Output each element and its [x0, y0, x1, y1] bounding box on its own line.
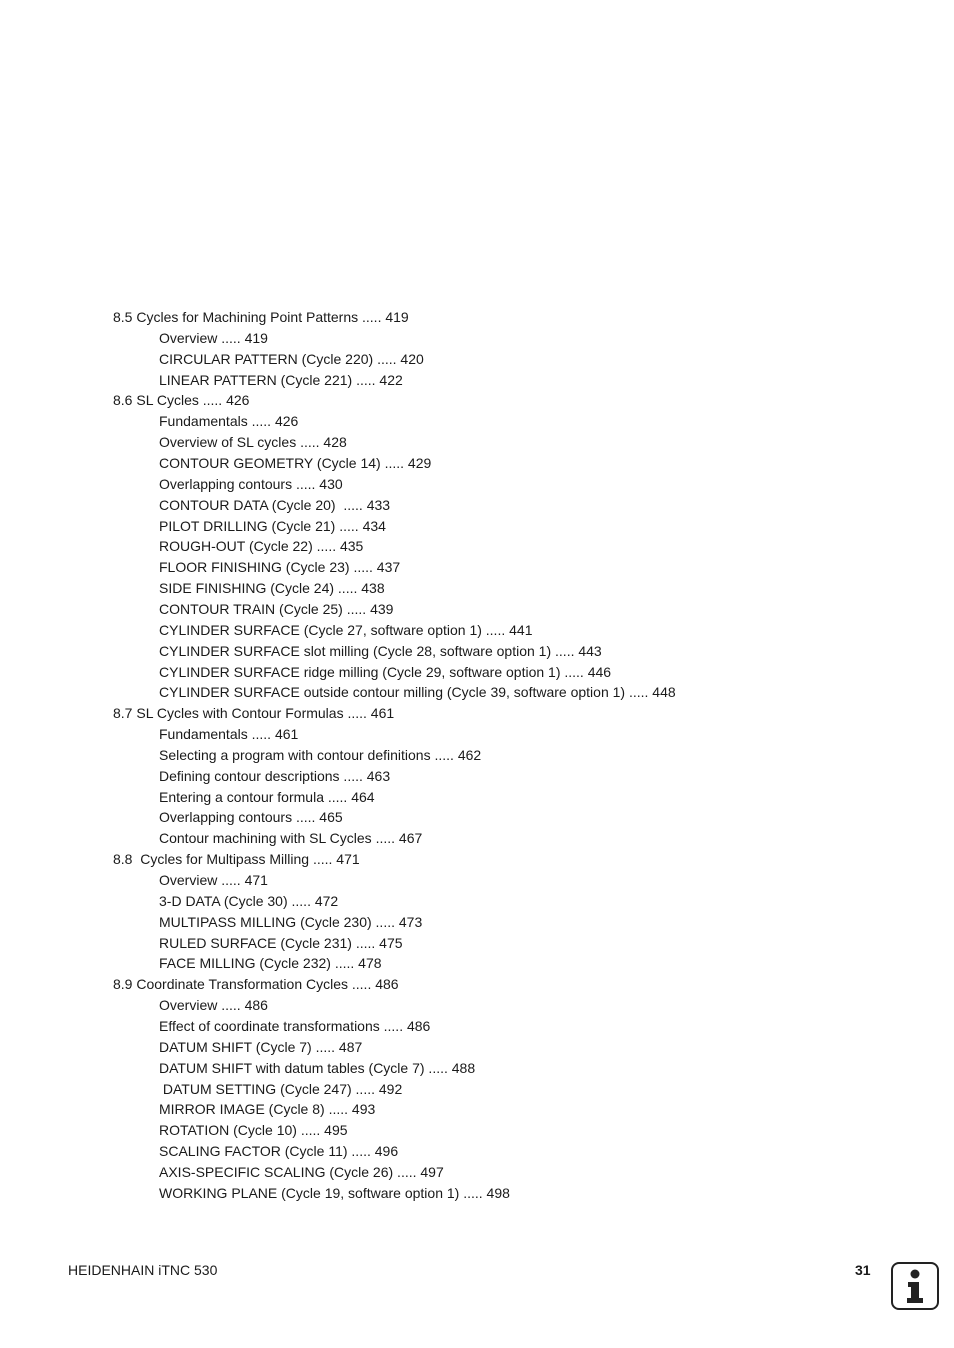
toc-entry: DATUM SETTING (Cycle 247) ..... 492	[159, 1080, 403, 1097]
toc-entry: CONTOUR GEOMETRY (Cycle 14) ..... 429	[159, 455, 432, 471]
toc-entry: DATUM SHIFT with datum tables (Cycle 7) ..... 488	[159, 1059, 476, 1076]
toc-entry: ROUGH-OUT (Cycle 22) ..... 435	[159, 538, 364, 555]
toc-entry: RULED SURFACE (Cycle 231) ..... 475	[159, 934, 403, 951]
toc-entry: FACE MILLING (Cycle 232) ..... 478	[159, 955, 382, 972]
toc-entry: MIRROR IMAGE (Cycle 8) ..... 493	[159, 1101, 376, 1118]
toc-entry: CYLINDER SURFACE slot milling (Cycle 28, software option 1) ..... 443	[159, 642, 602, 659]
toc-section-entry: 8.6 SL Cycles ..... 426	[113, 392, 250, 409]
toc-entry: CYLINDER SURFACE (Cycle 27, software option 1) ..... 441	[159, 621, 533, 638]
toc-entry: Overview ..... 486	[159, 997, 268, 1014]
toc-section-entry: 8.9 Coordinate Transformation Cycles ..... 486	[113, 976, 399, 993]
toc-entry: CYLINDER SURFACE ridge milling (Cycle 29, software option 1) ..... 446	[159, 663, 612, 680]
toc-entry: Overview of SL cycles ..... 428	[159, 434, 347, 451]
toc-entry: CONTOUR DATA (Cycle 20) ..... 433	[159, 496, 391, 513]
toc-entry: CIRCULAR PATTERN (Cycle 220) ..... 420	[159, 350, 424, 367]
toc-entry: SIDE FINISHING (Cycle 24) ..... 438	[159, 580, 385, 597]
toc-entry: PILOT DRILLING (Cycle 21) ..... 434	[159, 517, 386, 534]
toc-entry: FLOOR FINISHING (Cycle 23) ..... 437	[159, 559, 401, 576]
toc-entry: Overlapping contours ..... 465	[159, 809, 343, 826]
toc-entry: CONTOUR TRAIN (Cycle 25) ..... 439	[159, 600, 394, 617]
toc-entry: LINEAR PATTERN (Cycle 221) ..... 422	[159, 371, 403, 388]
toc-section-entry: 8.7 SL Cycles with Contour Formulas ..... 461	[113, 705, 395, 722]
toc-entry: MULTIPASS MILLING (Cycle 230) ..... 473	[159, 913, 423, 930]
footer-title: HEIDENHAIN iTNC 530	[68, 1262, 218, 1278]
page-number: 31	[855, 1262, 871, 1278]
toc-entry: Effect of coordinate transformations ..... 486	[159, 1017, 431, 1034]
toc-entry: CYLINDER SURFACE outside contour milling (Cycle 39, software option 1) ..... 448	[159, 684, 676, 701]
toc-entry: Contour machining with SL Cycles ..... 467	[159, 830, 423, 847]
toc-entry: DATUM SHIFT (Cycle 7) ..... 487	[159, 1038, 363, 1055]
toc-entry: Overview ..... 419	[159, 329, 268, 346]
toc-entry: SCALING FACTOR (Cycle 11) ..... 496	[159, 1143, 399, 1159]
toc-entry: 3-D DATA (Cycle 30) ..... 472	[159, 892, 339, 909]
toc-section-entry: 8.8 Cycles for Multipass Milling ..... 471	[113, 851, 360, 868]
toc-entry: WORKING PLANE (Cycle 19, software option 1) ..... 498	[159, 1184, 510, 1201]
toc-entry: Fundamentals ..... 426	[159, 413, 299, 430]
toc-entry: Overlapping contours ..... 430	[159, 475, 343, 492]
toc-entry: Selecting a program with contour definitions ..... 462	[159, 746, 482, 763]
toc-entry: Overview ..... 471	[159, 872, 268, 888]
toc-entry: Entering a contour formula ..... 464	[159, 788, 375, 805]
info-icon	[891, 1262, 939, 1310]
toc-entry: ROTATION (Cycle 10) ..... 495	[159, 1122, 348, 1139]
toc-section-entry: 8.5 Cycles for Machining Point Patterns ..... 419	[113, 309, 409, 325]
toc-entry: Fundamentals ..... 461	[159, 726, 299, 742]
toc-entry: AXIS-SPECIFIC SCALING (Cycle 26) ..... 497	[159, 1163, 444, 1180]
toc-entry: Defining contour descriptions ..... 463	[159, 767, 391, 784]
